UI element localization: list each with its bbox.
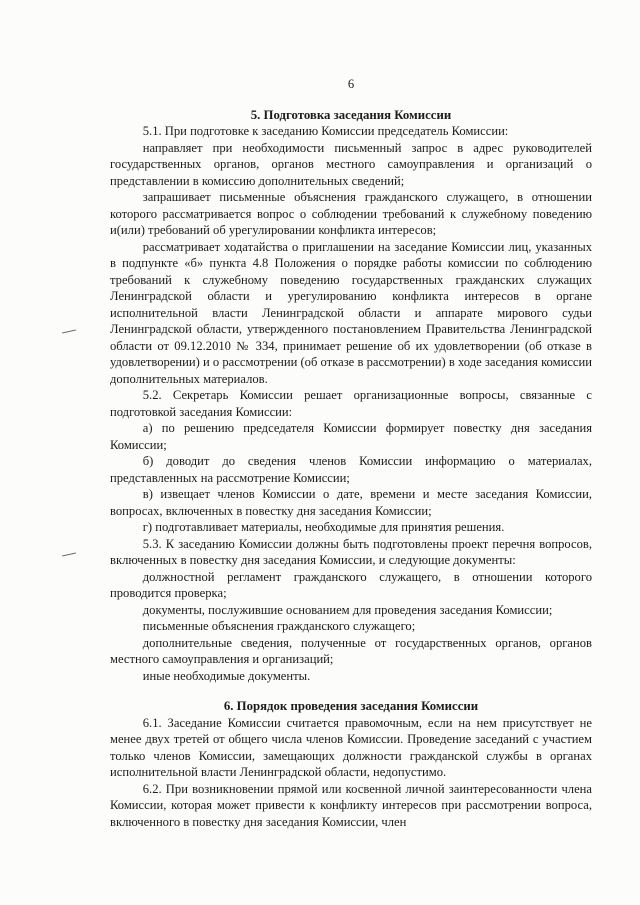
paragraph-additional-info: дополнительные сведения, полученные от государственных органов, органов местного самоуправления и организаций; — [110, 635, 592, 666]
page-number: 6 — [347, 77, 355, 91]
paragraph-request: направляет при необходимости письменный запрос в адрес руководителей государственных органов, органов местного самоуправления и организаций о представлении в комиссию дополнительных сведений; — [110, 140, 592, 188]
margin-pen-mark — [62, 330, 76, 334]
section-6-title: 6. Порядок проведения заседания Комиссии — [223, 699, 479, 713]
paragraph-job-regulation: должностной регламент гражданского служащего, в отношении которого проводится проверка; — [110, 569, 592, 600]
paragraph-6-2: 6.2. При возникновении прямой или косвенной личной заинтересованности члена Комиссии, которая может привести к конфликту интересов при рассмотрении вопроса, включенного в повестку дня заседания Комиссии, член — [110, 781, 592, 829]
margin-pen-mark — [62, 553, 76, 557]
paragraph-5-2-a: а) по решению председателя Комиссии формирует повестку дня заседания Комиссии; — [110, 421, 592, 452]
section-6-body — [110, 715, 592, 831]
paragraph-written-explanations: письменные объяснения гражданского служащего; — [142, 619, 416, 633]
section-5-body — [110, 123, 592, 684]
paragraph-other-documents: иные необходимые документы. — [142, 668, 311, 683]
paragraph-petitions: рассматривает ходатайства о приглашении на заседание Комиссии лиц, указанных в подпункте «б» пункта 4.8 Положения о порядке работы комиссии по соблюдению требований к служебному поведению государственных гражданских служащих Ленинградской области и урегулированию конфликта интересов в органе исполнительной власти Ленинградской области и аппарате мирового судьи Ленинградской области, утвержденного постановлением Правительства Ленинградской области от 09.12.2010 № 334, принимает решение об их удовлетворении (об отказе в удовлетворении) и о рассмотрении (об отказе в рассмотрении) в ходе заседания комиссии дополнительных материалов. — [110, 239, 592, 386]
paragraph-6-1: 6.1. Заседание Комиссии считается правомочным, если на нем присутствует не менее двух третей от общего числа членов Комиссии. Проведение заседаний с участием только членов Комиссии, замещающих должности гражданской службы в органах исполнительной власти Ленинградской области, недопустимо. — [110, 715, 592, 779]
paragraph-5-2: 5.2. Секретарь Комиссии решает организационные вопросы, связанные с подготовкой заседания Комиссии: — [110, 388, 592, 419]
paragraph-5-2-v: в) извещает членов Комиссии о дате, времени и месте заседания Комиссии, вопросах, включенных в повестку дня заседания Комиссии; — [110, 487, 592, 518]
paragraph-5-2-g: г) подготавливает материалы, необходимые для принятия решения. — [142, 520, 505, 534]
paragraph-5-3: 5.3. К заседанию Комиссии должны быть подготовлены проект перечня вопросов, включенных в повестку дня заседания Комиссии, и следующие документы: — [110, 536, 592, 567]
paragraph-explanations: запрашивает письменные объяснения гражданского служащего, в отношении которого рассматривается вопрос о соблюдении требований к служебному поведению и(или) требований об урегулировании конфликта интересов; — [110, 190, 592, 237]
section-5-title: 5. Подготовка заседания Комиссии — [250, 107, 452, 122]
paragraph-basis-documents: документы, послужившие основанием для проведения заседания Комиссии; — [142, 602, 553, 617]
paragraph-5-1: 5.1. При подготовке к заседанию Комиссии председатель Комиссии: — [142, 124, 509, 138]
paragraph-5-2-b: б) доводит до сведения членов Комиссии информацию о материалах, представленных на рассмотрение Комиссии; — [110, 454, 592, 485]
